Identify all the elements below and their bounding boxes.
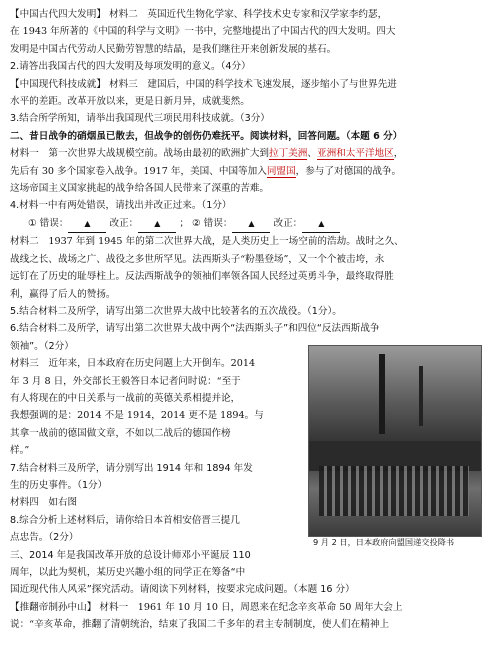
text: ，参与了对德国的战争。 — [295, 165, 402, 177]
section-two-heading: 二、昔日战争的硝烟虽已散去，但战争的创伤仍难抚平。阅读材料，回答问题。（本题 6 分） — [10, 130, 403, 142]
question-7: 7.结合材料三及所学，请分别写出 1914 年和 1894 年发 — [10, 462, 253, 474]
label: ① 错误： — [28, 217, 69, 229]
text-line: 材料二 1937 年到 1945 年的第二次世界大战，是人类历史上一场空前的浩劫。战时之久、 — [10, 236, 404, 248]
answer-blank[interactable] — [68, 215, 106, 233]
question-4: 4.材料一中有两处错误，请找出并改正过来。（1分） — [10, 200, 232, 212]
triangle-marker: ▲ — [154, 218, 161, 228]
text: 、 — [307, 148, 317, 160]
text-line: 我想强调的是：2014 不是 1914，2014 更不是 1894。与 — [10, 410, 264, 422]
question-2: 2.请答出我国古代的四大发明及每项发明的意义。（4分） — [10, 61, 251, 73]
photo-crowd — [319, 466, 469, 516]
text-line: 样。” — [10, 445, 30, 457]
triangle-marker: ▲ — [318, 218, 325, 228]
answer-blank[interactable] — [138, 215, 176, 233]
answer-blank[interactable] — [232, 215, 270, 233]
triangle-marker: ▲ — [248, 218, 255, 228]
question-5: 5.结合材料二及所学，请写出第二次世界大战中比较著名的五次战役。（1分）。 — [10, 305, 342, 317]
question-8: 8.综合分析上述材料后，请你给日本首相安倍晋三提几 — [10, 514, 240, 526]
material-one-line — [10, 163, 482, 180]
answer-blank[interactable] — [302, 215, 340, 233]
text-line: 说：“辛亥革命，推翻了清朝统治，结束了我国二千多年的君主专制制度，使人们在精神上 — [10, 619, 390, 631]
text-line: 【中国现代科技成就】 材料三 建国后，中国的科学技术飞速发展，逐步缩小了与世界先进 — [10, 78, 397, 90]
label: 改正： — [109, 217, 139, 229]
question-6-cont: 领袖”。（2分） — [10, 340, 74, 352]
photo-caption: 9 月 2 日，日本政府向盟国递交投降书 — [313, 537, 455, 547]
label: ； ② 错误： — [179, 217, 233, 229]
label: 改正： — [273, 217, 303, 229]
material-one-line — [10, 145, 482, 162]
text: 材料一 第一次世界大战规模空前。战场由最初的欧洲扩大到 — [10, 148, 270, 160]
text-line: 年 3 月 8 日，外交部长王毅答日本记者问时说：“至于 — [10, 375, 241, 387]
text-line: 这场帝国主义国家挑起的战争给各国人民带来了深重的苦难。 — [10, 183, 270, 195]
material-four: 材料四 如右图 — [10, 497, 78, 509]
question-8-cont: 点忠告。（2分） — [10, 532, 79, 544]
triangle-marker: ▲ — [84, 218, 91, 228]
answer-blanks — [10, 215, 482, 233]
text-line: 在 1943 年所著的《中国的科学与文明》一书中，完整地提出了中国古代的四大发明。四大 — [10, 26, 396, 38]
left-column — [10, 355, 300, 581]
question-6: 6.结合材料二及所学，请写出第二次世界大战中两个“法西斯头子”和四位“反法西斯战争 — [10, 323, 380, 335]
text-line: 远钉在了历史的耻辱柱上。反法西斯战争的领袖们率领各国人民经过英勇斗争，最终取得胜 — [10, 271, 394, 283]
text-line: 材料三 近年来，日本政府在历史问题上大开倒车。2014 — [10, 358, 256, 370]
text-line: 【中国古代四大发明】 材料二 英国近代生物化学家、科学技术史专家和汉学家李约瑟， — [10, 9, 388, 20]
error-underline: 亚洲和太平洋地区 — [317, 148, 394, 160]
text-line: 水平的差距。改革开放以来，更是日新月异，成就斐然。 — [10, 96, 250, 108]
section-three-heading: 周年，以此为契机，某历史兴趣小组的同学正在筹备“中 — [10, 567, 246, 578]
question-3: 3.结合所学所知，请举出我国现代三项民用科技成就。（3分） — [10, 113, 270, 125]
text: 先后有 30 多个国家卷入战争。1917 年，美国、中国等加入 — [10, 165, 267, 177]
photo-mast — [379, 354, 385, 434]
surrender-photo — [308, 345, 482, 537]
text: ， — [393, 148, 404, 160]
text-line: 【推翻帝制孙中山】 材料一 1961 年 10 月 10 日，周恩来在纪念辛亥革命 50 周年大会上 — [10, 601, 403, 613]
section-three-heading: 国近现代伟人风采”探究活动。请阅读下列材料，按要求完成问题。（本题 16 分） — [10, 584, 355, 596]
text-line: 有人将现在的中日关系与一战前的英德关系相提并论， — [10, 392, 241, 404]
error-underline: 拉丁美洲 — [269, 148, 308, 160]
text-line: 利，赢得了后人的赞扬。 — [10, 288, 116, 300]
text-line: 发明是中国古代劳动人民勤劳智慧的结晶，是我们继往开来创新发展的基石。 — [10, 43, 337, 55]
question-7-cont: 生的历史事件。（1分） — [10, 479, 108, 491]
section-three-heading: 三、2014 年是我国改革开放的总设计师邓小平诞辰 110 — [10, 549, 251, 561]
text-line: 其拿一战前的德国做文章，不如以二战后的德国作榜 — [10, 427, 231, 439]
text-line: 战线之长、战场之广、战役之多世所罕见。法西斯头子“粉墨登场”，又一个个被击垮，永 — [10, 253, 385, 265]
error-underline: 同盟国 — [266, 165, 296, 177]
photo-mast — [419, 366, 423, 426]
